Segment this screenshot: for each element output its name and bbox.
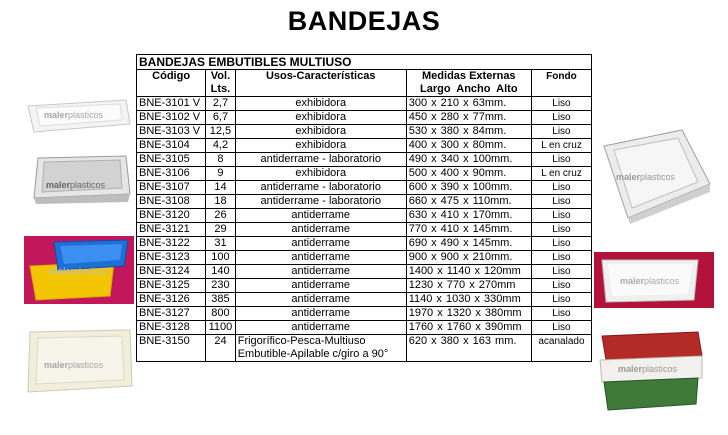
table-row bbox=[137, 251, 592, 265]
cell-base: Liso bbox=[531, 97, 591, 111]
table-row bbox=[137, 307, 592, 321]
table-row bbox=[137, 125, 592, 139]
cell-base: Liso bbox=[531, 195, 591, 209]
cell-base: Liso bbox=[531, 125, 591, 139]
cell-code: BNE-3120 bbox=[137, 209, 206, 223]
cell-base: Liso bbox=[531, 279, 591, 293]
tray-photo-stack bbox=[598, 330, 708, 414]
brand-watermark: malerplasticos bbox=[50, 266, 110, 276]
cell-base: L en cruz bbox=[531, 139, 591, 153]
cell-vol: 24 bbox=[206, 335, 236, 362]
cell-measures: 770 x 410 x 145mm. bbox=[406, 223, 531, 237]
table-row bbox=[137, 181, 592, 195]
cell-measures: 1970 x 1320 x 380mm bbox=[406, 307, 531, 321]
cell-uses: exhibidora bbox=[235, 111, 406, 125]
cell-base: L en cruz bbox=[531, 167, 591, 181]
header-base: Fondo bbox=[531, 70, 591, 97]
cell-base: Liso bbox=[531, 251, 591, 265]
table-row bbox=[137, 153, 592, 167]
cell-code: BNE-3103 V bbox=[137, 125, 206, 139]
brand-watermark: malerplasticos bbox=[44, 360, 104, 370]
cell-code: BNE-3104 bbox=[137, 139, 206, 153]
cell-measures: 300 x 210 x 63mm. bbox=[406, 97, 531, 111]
tray-photo-cream bbox=[26, 326, 134, 396]
table-row bbox=[137, 223, 592, 237]
cell-vol: 9 bbox=[206, 167, 236, 181]
cell-code: BNE-3128 bbox=[137, 321, 206, 335]
table-row bbox=[137, 167, 592, 181]
cell-uses-line1: Frigorífico-Pesca-Multiuso bbox=[237, 335, 366, 347]
products-table bbox=[136, 54, 592, 362]
cell-measures: 630 x 410 x 170mm. bbox=[406, 209, 531, 223]
cell-measures: 620 x 380 x 163 mm. bbox=[406, 335, 531, 362]
cell-base: Liso bbox=[531, 209, 591, 223]
tray-photo-white bbox=[22, 94, 134, 138]
brand-watermark: malerplasticos bbox=[620, 276, 680, 286]
cell-vol: 26 bbox=[206, 209, 236, 223]
cell-base: Liso bbox=[531, 237, 591, 251]
table-row bbox=[137, 237, 592, 251]
cell-code: BNE-3102 V bbox=[137, 111, 206, 125]
cell-code: BNE-3125 bbox=[137, 279, 206, 293]
cell-measures: 900 x 900 x 210mm. bbox=[406, 251, 531, 265]
cell-base: Liso bbox=[531, 223, 591, 237]
cell-uses: antiderrame - laboratorio bbox=[235, 153, 406, 167]
cell-vol: 800 bbox=[206, 307, 236, 321]
cell-vol: 100 bbox=[206, 251, 236, 265]
page-title: BANDEJAS bbox=[287, 6, 441, 36]
cell-base: Liso bbox=[531, 181, 591, 195]
cell-uses: antiderrame bbox=[235, 209, 406, 223]
header-code: Código bbox=[137, 70, 206, 97]
cell-vol: 2,7 bbox=[206, 97, 236, 111]
cell-code: BNE-3108 bbox=[137, 195, 206, 209]
cell-vol: 6,7 bbox=[206, 111, 236, 125]
cell-measures: 500 x 400 x 90mm. bbox=[406, 167, 531, 181]
header-uses: Usos-Características bbox=[235, 70, 406, 97]
cell-uses bbox=[235, 335, 406, 362]
cell-vol: 230 bbox=[206, 279, 236, 293]
cell-measures: 690 x 490 x 145mm. bbox=[406, 237, 531, 251]
header-measures-sub: Largo Ancho Alto bbox=[406, 83, 531, 97]
cell-code: BNE-3105 bbox=[137, 153, 206, 167]
cell-uses: antiderrame bbox=[235, 293, 406, 307]
cell-base: Liso bbox=[531, 153, 591, 167]
table-row bbox=[137, 279, 592, 293]
cell-base: acanalado bbox=[531, 335, 591, 362]
cell-measures: 1760 x 1760 x 390mm bbox=[406, 321, 531, 335]
cell-uses-line2: Embutible-Apilable c/giro a 90° bbox=[237, 348, 389, 360]
cell-vol: 14 bbox=[206, 181, 236, 195]
cell-measures: 490 x 340 x 100mm. bbox=[406, 153, 531, 167]
cell-vol: 140 bbox=[206, 265, 236, 279]
cell-measures: 1400 x 1140 x 120mm bbox=[406, 265, 531, 279]
brand-watermark: malerplasticos bbox=[44, 110, 104, 120]
cell-vol: 4,2 bbox=[206, 139, 236, 153]
cell-base: Liso bbox=[531, 111, 591, 125]
cell-uses: antiderrame - laboratorio bbox=[235, 181, 406, 195]
cell-measures: 450 x 280 x 77mm. bbox=[406, 111, 531, 125]
cell-vol: 385 bbox=[206, 293, 236, 307]
cell-uses: antiderrame bbox=[235, 307, 406, 321]
cell-uses: antiderrame - laboratorio bbox=[235, 195, 406, 209]
cell-code: BNE-3127 bbox=[137, 307, 206, 321]
cell-measures: 600 x 390 x 100mm. bbox=[406, 181, 531, 195]
cell-measures: 1230 x 770 x 270mm bbox=[406, 279, 531, 293]
cell-vol: 8 bbox=[206, 153, 236, 167]
cell-vol: 18 bbox=[206, 195, 236, 209]
cell-vol: 1100 bbox=[206, 321, 236, 335]
cell-base: Liso bbox=[531, 293, 591, 307]
cell-code: BNE-3121 bbox=[137, 223, 206, 237]
brand-watermark: malerplasticos bbox=[616, 172, 676, 182]
cell-code: BNE-3107 bbox=[137, 181, 206, 195]
cell-code: BNE-3126 bbox=[137, 293, 206, 307]
table-row bbox=[137, 321, 592, 335]
cell-measures: 660 x 475 x 110mm. bbox=[406, 195, 531, 209]
table-title: BANDEJAS EMBUTIBLES MULTIUSO bbox=[137, 55, 592, 70]
cell-uses: exhibidora bbox=[235, 139, 406, 153]
table-row bbox=[137, 97, 592, 111]
cell-vol: 29 bbox=[206, 223, 236, 237]
header-vol-unit: Lts. bbox=[206, 83, 236, 97]
table-row bbox=[137, 195, 592, 209]
brand-watermark: malerplasticos bbox=[618, 364, 678, 374]
cell-uses: antiderrame bbox=[235, 321, 406, 335]
cell-code: BNE-3124 bbox=[137, 265, 206, 279]
tray-photo-white-angled bbox=[598, 126, 714, 226]
table-row bbox=[137, 293, 592, 307]
tray-photo-blue-yellow bbox=[24, 236, 134, 304]
cell-code: BNE-3106 bbox=[137, 167, 206, 181]
header-measures: Medidas Externas bbox=[406, 70, 531, 84]
cell-measures: 400 x 300 x 80mm. bbox=[406, 139, 531, 153]
cell-uses: exhibidora bbox=[235, 167, 406, 181]
table-row bbox=[137, 209, 592, 223]
cell-uses: antiderrame bbox=[235, 251, 406, 265]
cell-measures: 530 x 380 x 84mm. bbox=[406, 125, 531, 139]
cell-uses: antiderrame bbox=[235, 265, 406, 279]
cell-uses: exhibidora bbox=[235, 97, 406, 111]
cell-base: Liso bbox=[531, 307, 591, 321]
cell-uses: antiderrame bbox=[235, 237, 406, 251]
table-row bbox=[137, 335, 592, 362]
table-row bbox=[137, 111, 592, 125]
tray-photo-red-background bbox=[594, 252, 714, 308]
header-vol: Vol. bbox=[206, 70, 236, 84]
cell-code: BNE-3101 V bbox=[137, 97, 206, 111]
cell-code: BNE-3123 bbox=[137, 251, 206, 265]
cell-vol: 31 bbox=[206, 237, 236, 251]
table-row bbox=[137, 139, 592, 153]
cell-base: Liso bbox=[531, 265, 591, 279]
cell-measures: 1140 x 1030 x 330mm bbox=[406, 293, 531, 307]
cell-uses: antiderrame bbox=[235, 223, 406, 237]
cell-code: BNE-3122 bbox=[137, 237, 206, 251]
cell-uses: exhibidora bbox=[235, 125, 406, 139]
cell-vol: 12,5 bbox=[206, 125, 236, 139]
table-row bbox=[137, 265, 592, 279]
cell-uses: antiderrame bbox=[235, 279, 406, 293]
cell-base: Liso bbox=[531, 321, 591, 335]
brand-watermark: malerplasticos bbox=[46, 180, 106, 190]
tray-photo-grey bbox=[30, 150, 134, 206]
cell-code: BNE-3150 bbox=[137, 335, 206, 362]
